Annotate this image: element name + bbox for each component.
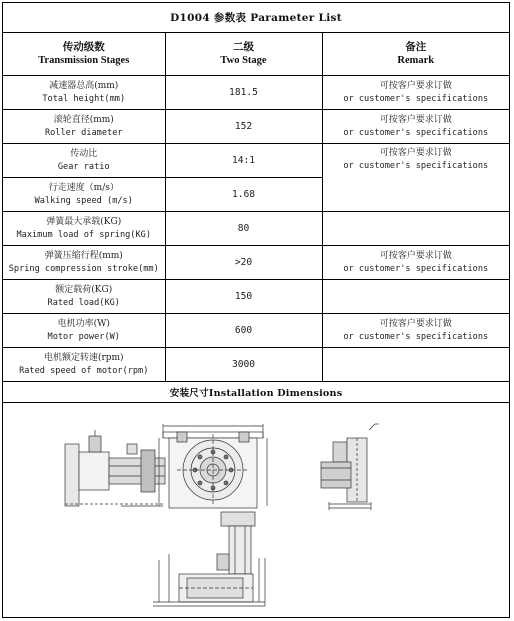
header-en: Transmission Stages (38, 55, 130, 66)
side-view-left (65, 430, 165, 506)
table-row-motor-speed (3, 348, 509, 382)
row-label (3, 110, 165, 144)
label-cn: 额定载荷(KG) (55, 284, 113, 295)
row-value: 1.68 (165, 178, 322, 212)
label-cn: 行走速度（m/s） (48, 182, 119, 193)
installation-drawing (3, 408, 509, 617)
table-row-gear-ratio (3, 144, 509, 178)
remark-cn: 可按客户要求订做 (379, 80, 452, 91)
bottom-view (153, 512, 265, 606)
row-value: 152 (165, 110, 322, 144)
label-cn: 弹簧压缩行程(mm) (44, 250, 123, 261)
row-label (3, 246, 165, 280)
table-row-total-height (3, 76, 509, 110)
label-en: Rated load(KG) (47, 297, 120, 308)
header-en: Remark (397, 55, 435, 66)
remark-en: or customer's specifications (343, 127, 489, 138)
header-cn: 二级 (233, 42, 254, 53)
remark-en: or customer's specifications (343, 331, 489, 342)
header-cn: 传动级数 (62, 42, 105, 53)
row-label (3, 144, 165, 178)
table-row-motor-power (3, 314, 509, 348)
header-remark (322, 33, 509, 76)
label-cn: 减速器总高(mm) (49, 80, 119, 91)
row-label (3, 76, 165, 110)
table-row-spring-stroke (3, 246, 509, 280)
label-en: Maximum load of spring(KG) (16, 229, 152, 240)
row-remark (322, 144, 509, 212)
row-value: 14:1 (165, 144, 322, 178)
parameter-sheet (2, 2, 510, 618)
header-en: Two Stage (220, 55, 267, 66)
remark-en: or customer's specifications (343, 263, 489, 274)
remark-cn: 可按客户要求订做 (379, 318, 452, 329)
label-en: Spring compression stroke(mm) (8, 263, 159, 274)
installation-dimensions-title: 安装尺寸Installation Dimensions (3, 382, 509, 403)
label-en: Roller diameter (44, 127, 123, 138)
row-remark (322, 110, 509, 144)
row-remark-empty (322, 280, 509, 314)
row-remark (322, 76, 509, 110)
row-value: 181.5 (165, 76, 322, 110)
label-cn: 滚轮直径(mm) (53, 114, 114, 125)
header-cn: 备注 (405, 42, 427, 53)
label-cn: 电机功率(W) (57, 318, 110, 329)
remark-cn: 可按客户要求订做 (379, 148, 452, 158)
table-row-rated-load (3, 280, 509, 314)
row-value: 80 (165, 212, 322, 246)
label-en: Rated speed of motor(rpm) (19, 365, 149, 376)
row-value: 3000 (165, 348, 322, 382)
row-label (3, 280, 165, 314)
label-en: Total height(mm) (42, 93, 126, 104)
header-two-stage (165, 33, 322, 76)
row-remark-empty (322, 212, 509, 246)
row-label (3, 178, 165, 212)
row-remark (322, 246, 509, 280)
document-title: D1004 参数表 Parameter List (3, 3, 509, 33)
table-row-roller-diameter (3, 110, 509, 144)
technical-drawing-svg (3, 408, 509, 617)
label-en: Motor power(W) (47, 331, 120, 342)
row-value: 600 (165, 314, 322, 348)
remark-cn: 可按客户要求订做 (379, 114, 452, 125)
side-view-right (321, 424, 379, 510)
label-en: Gear ratio (57, 161, 110, 172)
header-transmission-stages (3, 33, 165, 76)
row-value: >20 (165, 246, 322, 280)
row-remark (322, 314, 509, 348)
remark-cn: 可按客户要求订做 (379, 250, 452, 261)
remark-en: or customer's specifications (343, 93, 489, 104)
label-en: Walking speed (m/s) (34, 195, 133, 206)
label-cn: 电机额定转速(rpm) (43, 352, 124, 363)
row-remark-empty (322, 348, 509, 382)
row-label (3, 314, 165, 348)
label-cn: 传动比 (70, 148, 98, 159)
label-cn: 弹簧最大承载(KG) (46, 216, 122, 227)
row-value: 150 (165, 280, 322, 314)
remark-en: or customer's specifications (343, 161, 489, 171)
row-label (3, 348, 165, 382)
table-header-row (3, 33, 509, 76)
table-row-spring-max-load (3, 212, 509, 246)
row-label (3, 212, 165, 246)
parameter-table (3, 3, 509, 403)
